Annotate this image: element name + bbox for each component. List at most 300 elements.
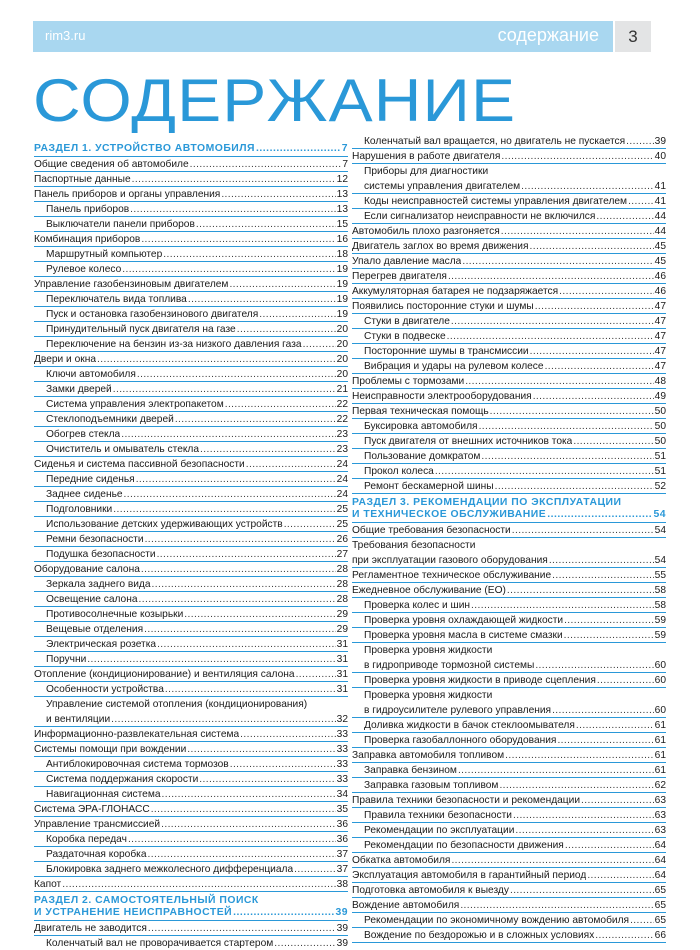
toc-page-number: 44: [654, 211, 666, 222]
toc-page-number: 58: [654, 585, 666, 596]
toc-entry-title: Капот: [34, 879, 62, 890]
toc-entry-title: Оборудование салона: [34, 564, 140, 575]
toc-entry[interactable]: [352, 898, 666, 913]
toc-entry[interactable]: [352, 389, 666, 404]
dot-leader: [157, 637, 336, 652]
toc-page-number: 62: [654, 780, 666, 791]
toc-entry-title: Стуки в двигателе: [364, 316, 450, 327]
toc-entry-title: Неисправности электрооборудования: [352, 391, 532, 402]
toc-entry[interactable]: [34, 592, 348, 607]
toc-entry-title: Ремонт бескамерной шины: [364, 481, 494, 492]
dot-leader: [465, 374, 653, 389]
toc-page-number: 64: [654, 840, 666, 851]
toc-page-number: 33: [336, 729, 348, 740]
toc-entry[interactable]: [34, 442, 348, 457]
toc-column-left: [34, 140, 348, 950]
dot-leader: [128, 832, 336, 847]
toc-entry[interactable]: [34, 622, 348, 637]
toc-page-number: 47: [654, 331, 666, 342]
toc-entry[interactable]: [352, 553, 666, 568]
dot-leader: [136, 472, 336, 487]
toc-page-number: 40: [654, 151, 666, 162]
toc-entry[interactable]: [34, 292, 348, 307]
toc-entry[interactable]: [352, 913, 666, 928]
dot-leader: [515, 823, 653, 838]
toc-entry[interactable]: [34, 772, 348, 787]
dot-leader: [284, 517, 336, 532]
toc-entry[interactable]: [352, 928, 666, 943]
toc-entry-title: и вентиляции: [46, 714, 111, 725]
toc-entry-title: Регламентное техническое обслуживание: [352, 570, 552, 581]
toc-page-number: 59: [654, 630, 666, 641]
dot-leader: [597, 673, 654, 688]
toc-page-number: 54: [654, 525, 666, 536]
toc-page-number: 58: [654, 600, 666, 611]
dot-leader: [230, 757, 336, 772]
toc-entry-title: Проверка уровня жидкости: [364, 645, 493, 656]
toc-entry[interactable]: [34, 712, 348, 727]
dot-leader: [221, 187, 335, 202]
toc-entry-title: Общие требования безопасности: [352, 525, 511, 536]
toc-page-number: 66: [654, 930, 666, 941]
toc-entry[interactable]: [34, 921, 348, 936]
toc-entry[interactable]: [352, 613, 666, 628]
toc-entry-title: Проверка газобаллонного оборудования: [364, 735, 557, 746]
dot-leader: [564, 628, 654, 643]
toc-entry-title: Пуск двигателя от внешних источников тока: [364, 436, 573, 447]
toc-page-number: 20: [336, 354, 348, 365]
toc-entry[interactable]: [34, 547, 348, 562]
toc-entry-title: Рекомендации по экономичному вождению автомобиля: [364, 915, 630, 926]
toc-entry[interactable]: [352, 748, 666, 763]
toc-entry[interactable]: [34, 427, 348, 442]
toc-page-number: 47: [654, 361, 666, 372]
toc-entry[interactable]: [34, 307, 348, 322]
toc-entry-title: Навигационная система: [46, 789, 161, 800]
toc-entry[interactable]: [352, 314, 666, 329]
toc-entry-title: Заправка газовым топливом: [364, 780, 499, 791]
toc-entry[interactable]: [352, 134, 666, 149]
header-section-name: содержание: [497, 25, 599, 45]
toc-page-number: 51: [654, 466, 666, 477]
dot-leader: [513, 808, 654, 823]
toc-entry[interactable]: [352, 703, 666, 718]
toc-entry-title: в гидроприводе тормозной системы: [364, 660, 535, 671]
toc-entry[interactable]: [352, 374, 666, 389]
toc-entry[interactable]: [352, 568, 666, 583]
toc-entry[interactable]: [352, 673, 666, 688]
toc-page-number: 63: [654, 810, 666, 821]
toc-entry[interactable]: [34, 607, 348, 622]
toc-entry[interactable]: [34, 502, 348, 517]
toc-entry[interactable]: [34, 667, 348, 682]
toc-entry[interactable]: [352, 853, 666, 868]
toc-page-number: 55: [654, 570, 666, 581]
toc-entry-title: Переключение на бензин из-за низкого давления газа: [46, 339, 302, 350]
toc-entry[interactable]: [34, 637, 348, 652]
toc-entry-title: Пуск и остановка газобензинового двигателя: [46, 309, 259, 320]
toc-entry[interactable]: [352, 793, 666, 808]
toc-entry[interactable]: [34, 337, 348, 352]
toc-entry[interactable]: [34, 232, 348, 247]
toc-page-number: 23: [336, 429, 348, 440]
toc-page-number: 39: [336, 923, 348, 934]
toc-entry-title: Переключатель вида топлива: [46, 294, 187, 305]
dot-leader: [148, 921, 336, 936]
toc-entry-title: Блокировка заднего межколесного дифференциала: [46, 864, 294, 875]
toc-entry-title: Двери и окна: [34, 354, 96, 365]
dot-leader: [87, 652, 335, 667]
toc-entry[interactable]: [352, 733, 666, 748]
toc-page-number: 65: [654, 885, 666, 896]
toc-entry[interactable]: [352, 449, 666, 464]
toc-entry[interactable]: [352, 763, 666, 778]
dot-leader: [576, 718, 654, 733]
toc-entry[interactable]: [352, 658, 666, 673]
toc-entry[interactable]: [352, 718, 666, 733]
dot-leader: [139, 592, 336, 607]
toc-entry-title: Особенности устройства: [46, 684, 164, 695]
toc-entry-title: Общие сведения об автомобиле: [34, 159, 189, 170]
toc-entry-title: Ремни безопасности: [46, 534, 144, 545]
toc-entry[interactable]: [34, 187, 348, 202]
toc-section-heading[interactable]: [352, 497, 666, 523]
toc-entry[interactable]: [352, 688, 666, 703]
dot-leader: [552, 568, 654, 583]
toc-entry-title: Если сигнализатор неисправности не включился: [364, 211, 596, 222]
toc-entry[interactable]: [352, 808, 666, 823]
dot-leader: [559, 284, 654, 299]
toc-entry-title: Панель приборов и органы управления: [34, 189, 221, 200]
toc-page-number: 61: [654, 765, 666, 776]
dot-leader: [190, 157, 342, 172]
toc-page-number: 34: [336, 789, 348, 800]
toc-page-number: 31: [336, 684, 348, 695]
toc-page-number: 63: [654, 825, 666, 836]
dot-leader: [256, 143, 341, 155]
toc-entry-title: Рекомендации по безопасности движения: [364, 840, 564, 851]
toc-entry[interactable]: [352, 164, 666, 179]
toc-entry-title: Вождение автомобиля: [352, 900, 460, 911]
toc-entry[interactable]: [352, 209, 666, 224]
toc-entry-title: Требования безопасности: [352, 540, 476, 551]
toc-entry[interactable]: [34, 936, 348, 950]
toc-entry-title: Вибрация и удары на рулевом колесе: [364, 361, 544, 372]
toc-entry-title: Стеклоподъемники дверей: [46, 414, 174, 425]
toc-entry[interactable]: [352, 434, 666, 449]
dot-leader: [581, 793, 654, 808]
toc-entry[interactable]: [352, 598, 666, 613]
toc-entry[interactable]: [34, 487, 348, 502]
toc-page-number: 48: [654, 376, 666, 387]
toc-entry[interactable]: [352, 149, 666, 164]
toc-page-number: 50: [654, 406, 666, 417]
toc-entry-title: Пользование домкратом: [364, 451, 481, 462]
dot-leader: [512, 523, 654, 538]
toc-entry[interactable]: [34, 532, 348, 547]
toc-page-number: 54: [653, 509, 666, 520]
toc-entry[interactable]: [352, 778, 666, 793]
toc-entry-title: Панель приборов: [46, 204, 130, 215]
toc-entry-title: Ежедневное обслуживание (ЕО): [352, 585, 506, 596]
toc-entry[interactable]: [352, 359, 666, 374]
toc-entry-title: Паспортные данные: [34, 174, 131, 185]
toc-entry-title: Сиденья и система пассивной безопасности: [34, 459, 245, 470]
toc-entry[interactable]: [352, 269, 666, 284]
dot-leader: [199, 772, 335, 787]
toc-entry-title: Коленчатый вал вращается, но двигатель не пускается: [364, 136, 626, 147]
toc-page-number: 21: [336, 384, 348, 395]
toc-entry[interactable]: [34, 472, 348, 487]
toc-entry-title: Нарушения в работе двигателя: [352, 151, 501, 162]
dot-leader: [151, 802, 336, 817]
dot-leader: [113, 382, 336, 397]
toc-page-number: 25: [336, 519, 348, 530]
toc-page-number: 16: [336, 234, 348, 245]
toc-entry[interactable]: [34, 727, 348, 742]
dot-leader: [545, 359, 654, 374]
toc-entry[interactable]: [34, 352, 348, 367]
toc-page-number: 31: [336, 669, 348, 680]
dot-leader: [259, 307, 335, 322]
toc-page-number: 19: [336, 279, 348, 290]
site-name[interactable]: rim3.ru: [45, 28, 86, 43]
dot-leader: [144, 622, 336, 637]
toc-entry-title: Передние сиденья: [46, 474, 135, 485]
toc-page-number: 29: [336, 609, 348, 620]
toc-page-number: 22: [336, 399, 348, 410]
dot-leader: [111, 712, 336, 727]
toc-page-number: 32: [336, 714, 348, 725]
toc-page-number: 63: [654, 795, 666, 806]
toc-entry[interactable]: [352, 179, 666, 194]
toc-page-number: 50: [654, 436, 666, 447]
toc-page-number: 64: [654, 870, 666, 881]
toc-page-number: 25: [336, 504, 348, 515]
toc-entry-title: Отопление (кондиционирование) и вентиляция салона: [34, 669, 295, 680]
toc-page-number: 18: [336, 249, 348, 260]
toc-section-heading[interactable]: [34, 143, 348, 157]
toc-page-number: 65: [654, 900, 666, 911]
toc-entry-title: Очиститель и омыватель стекла: [46, 444, 200, 455]
toc-entry[interactable]: [34, 742, 348, 757]
toc-entry[interactable]: [352, 404, 666, 419]
toc-entry[interactable]: [34, 277, 348, 292]
toc-entry-title: Аккумуляторная батарея не подзаряжается: [352, 286, 559, 297]
toc-entry-title: Приборы для диагностики: [364, 166, 489, 177]
toc-entry[interactable]: [34, 382, 348, 397]
toc-entry-title: при эксплуатации газового оборудования: [352, 555, 548, 566]
toc-entry[interactable]: [34, 457, 348, 472]
toc-entry-title: Информационно-развлекательная система: [34, 729, 240, 740]
toc-entry[interactable]: [34, 217, 348, 232]
header-bar: [33, 21, 613, 52]
toc-entry-title: Автомобиль плохо разгоняется: [352, 226, 500, 237]
toc-entry[interactable]: [34, 397, 348, 412]
toc-entry[interactable]: [34, 577, 348, 592]
toc-page-number: 26: [336, 534, 348, 545]
toc-page-number: 54: [654, 555, 666, 566]
toc-entry[interactable]: [352, 883, 666, 898]
toc-page-number: 19: [336, 294, 348, 305]
dot-leader: [145, 532, 336, 547]
toc-entry-title: Выключатели панели приборов: [46, 219, 195, 230]
toc-entry[interactable]: [352, 284, 666, 299]
toc-entry[interactable]: [352, 868, 666, 883]
toc-entry-title: Прокол колеса: [364, 466, 434, 477]
toc-page-number: 37: [336, 864, 348, 875]
toc-entry-title: Двигатель заглох во время движения: [352, 241, 529, 252]
dot-leader: [229, 277, 335, 292]
dot-leader: [458, 763, 654, 778]
toc-entry[interactable]: [34, 262, 348, 277]
dot-leader: [552, 703, 654, 718]
dot-leader: [451, 853, 653, 868]
dot-leader: [97, 352, 336, 367]
toc-entry[interactable]: [352, 419, 666, 434]
dot-leader: [162, 787, 336, 802]
toc-entry[interactable]: [352, 628, 666, 643]
toc-entry[interactable]: [34, 682, 348, 697]
toc-page-number: 46: [654, 286, 666, 297]
toc-entry[interactable]: [34, 412, 348, 427]
toc-page-number: 50: [654, 421, 666, 432]
toc-page-number: 19: [336, 309, 348, 320]
toc-entry[interactable]: [34, 172, 348, 187]
toc-page-number: 36: [336, 834, 348, 845]
toc-entry[interactable]: [34, 202, 348, 217]
toc-entry-title: Эксплуатация автомобиля в гарантийный период: [352, 870, 587, 881]
dot-leader: [479, 419, 654, 434]
dot-leader: [510, 883, 654, 898]
toc-entry[interactable]: [352, 464, 666, 479]
toc-entry[interactable]: [34, 157, 348, 172]
toc-entry[interactable]: [34, 877, 348, 892]
toc-entry[interactable]: [352, 538, 666, 553]
dot-leader: [184, 607, 335, 622]
dot-leader: [535, 299, 654, 314]
toc-entry[interactable]: [34, 832, 348, 847]
dot-leader: [187, 742, 335, 757]
toc-entry-title: Электрическая розетка: [46, 639, 157, 650]
toc-entry[interactable]: [352, 254, 666, 269]
toc-entry[interactable]: [34, 862, 348, 877]
toc-entry[interactable]: [34, 247, 348, 262]
toc-page-number: 12: [336, 174, 348, 185]
toc-entry[interactable]: [34, 847, 348, 862]
toc-page-number: 51: [654, 451, 666, 462]
toc-entry[interactable]: [352, 239, 666, 254]
toc-entry[interactable]: [34, 652, 348, 667]
dot-leader: [274, 936, 335, 950]
toc-entry-title: Заправка бензином: [364, 765, 457, 776]
toc-section-title: И ТЕХНИЧЕСКОЕ ОБСЛУЖИВАНИЕ: [352, 509, 547, 520]
toc-entry[interactable]: [352, 583, 666, 598]
dot-leader: [630, 913, 654, 928]
toc-entry[interactable]: [34, 322, 348, 337]
toc-page-number: 61: [654, 720, 666, 731]
page-title: СОДЕРЖАНИЕ: [33, 67, 517, 134]
toc-entry-title: системы управления двигателем: [364, 181, 521, 192]
dot-leader: [501, 224, 654, 239]
toc-entry-title: Коленчатый вал не проворачивается стартером: [46, 938, 274, 949]
toc-entry-title: Заправка автомобиля топливом: [352, 750, 505, 761]
toc-entry[interactable]: [352, 299, 666, 314]
toc-entry-title: Рекомендации по эксплуатации: [364, 825, 515, 836]
dot-leader: [303, 337, 336, 352]
toc-section-title: РАЗДЕЛ 3. РЕКОМЕНДАЦИИ ПО ЭКСПЛУАТАЦИИ: [352, 497, 622, 508]
dot-leader: [62, 877, 335, 892]
toc-page-number: 60: [654, 660, 666, 671]
toc-column-right: [352, 134, 666, 943]
dot-leader: [587, 868, 653, 883]
toc-entry-title: Использование детских удерживающих устройств: [46, 519, 283, 530]
toc-page-number: 22: [336, 414, 348, 425]
toc-entry[interactable]: [34, 697, 348, 712]
toc-entry[interactable]: [352, 329, 666, 344]
dot-leader: [507, 583, 654, 598]
toc-entry[interactable]: [352, 479, 666, 494]
toc-section-heading[interactable]: [34, 895, 348, 921]
toc-entry[interactable]: [34, 562, 348, 577]
toc-entry-title: Подготовка автомобиля к выезду: [352, 885, 509, 896]
toc-page-number: 24: [336, 474, 348, 485]
toc-entry[interactable]: [34, 802, 348, 817]
toc-entry[interactable]: [34, 787, 348, 802]
toc-entry-title: Подушка безопасности: [46, 549, 156, 560]
dot-leader: [296, 667, 336, 682]
toc-entry[interactable]: [352, 344, 666, 359]
dot-leader: [462, 254, 653, 269]
toc-entry[interactable]: [352, 838, 666, 853]
toc-entry[interactable]: [34, 817, 348, 832]
toc-page-number: 39: [336, 938, 348, 949]
toc-entry[interactable]: [352, 823, 666, 838]
toc-entry-title: Двигатель не заводится: [34, 923, 147, 934]
toc-entry[interactable]: [34, 517, 348, 532]
page-number: 3: [615, 21, 651, 52]
dot-leader: [141, 562, 336, 577]
toc-entry-title: Правила техники безопасности и рекомендации: [352, 795, 581, 806]
toc-entry[interactable]: [352, 643, 666, 658]
toc-entry[interactable]: [34, 757, 348, 772]
toc-entry-title: Зеркала заднего вида: [46, 579, 151, 590]
dot-leader: [165, 682, 336, 697]
toc-page-number: 28: [336, 564, 348, 575]
toc-entry-title: Проверка колес и шин: [364, 600, 471, 611]
toc-page-number: 19: [336, 264, 348, 275]
toc-page-number: 44: [654, 226, 666, 237]
toc-entry[interactable]: [352, 523, 666, 538]
dot-leader: [447, 329, 654, 344]
toc-page-number: 31: [336, 639, 348, 650]
dot-leader: [626, 134, 653, 149]
toc-page-number: 31: [336, 654, 348, 665]
dot-leader: [124, 487, 336, 502]
toc-page-number: 29: [336, 624, 348, 635]
toc-entry[interactable]: [352, 224, 666, 239]
toc-entry-title: Управление газобензиновым двигателем: [34, 279, 229, 290]
dot-leader: [530, 239, 654, 254]
toc-page-number: 36: [336, 819, 348, 830]
toc-entry-title: Буксировка автомобиля: [364, 421, 478, 432]
toc-entry-title: Противосолнечные козырьки: [46, 609, 184, 620]
dot-leader: [471, 598, 654, 613]
toc-entry[interactable]: [352, 194, 666, 209]
toc-entry[interactable]: [34, 367, 348, 382]
toc-entry-title: Правила техники безопасности: [364, 810, 512, 821]
toc-entry-title: Системы помощи при вождении: [34, 744, 187, 755]
